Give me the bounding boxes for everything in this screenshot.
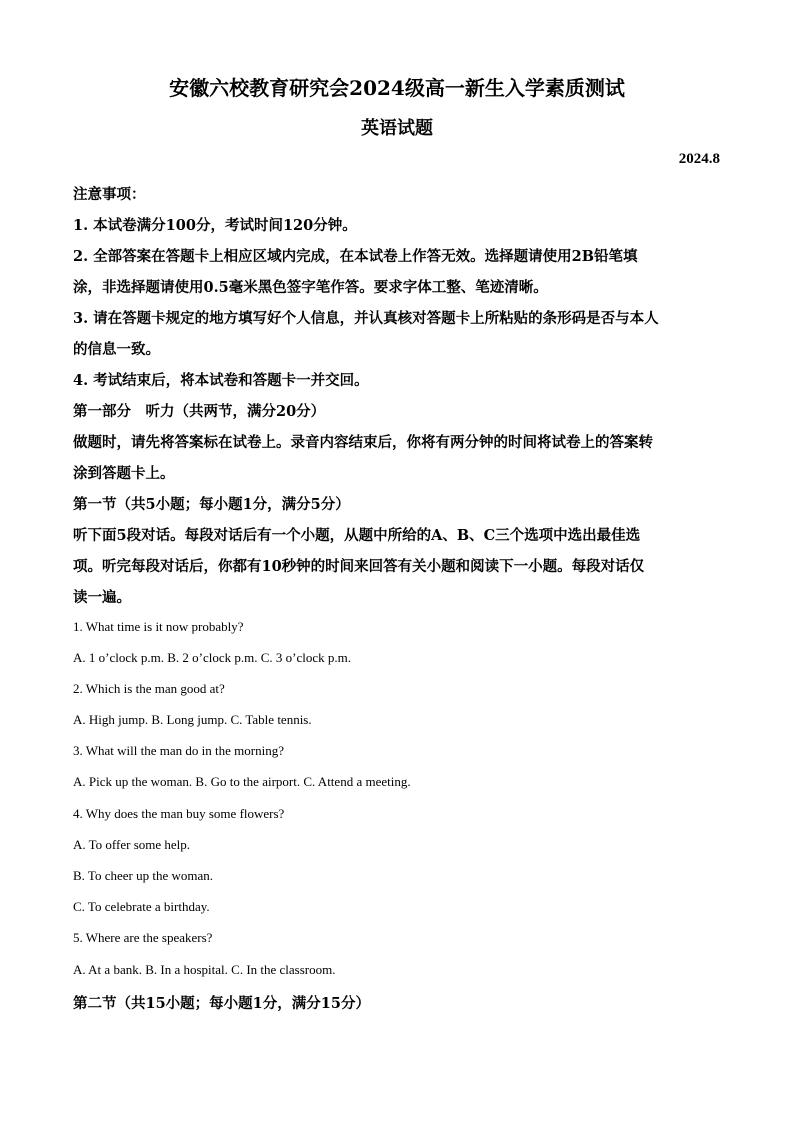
part1-instruction-line-2: 涂到答题卡上。 <box>73 465 175 482</box>
question-4-option-a: A. To offer some help. <box>73 837 191 852</box>
question-5-options: A. At a bank. B. In a hospital. C. In the classroom. <box>73 962 336 977</box>
note-4: 4. 考试结束后，将本试卷和答题卡一并交回。 <box>73 372 369 389</box>
section1-instruction-line-3: 读一遍。 <box>73 589 131 606</box>
exam-date: 2024.8 <box>678 151 720 167</box>
question-3: 3. What will the man do in the morning? <box>73 743 284 758</box>
section1-heading: 第一节（共5小题；每小题1分，满分5分） <box>73 496 350 513</box>
notes-heading: 注意事项： <box>73 186 146 203</box>
section1-instruction-line-2: 项。听完每段对话后，你都有10秒钟的时间来回答有关小题和阅读下一小题。每段对话仅 <box>73 558 645 575</box>
note-2-line-2: 涂，非选择题请使用0.5毫米黑色签字笔作答。要求字体工整、笔迹清晰。 <box>73 279 548 296</box>
note-1: 1. 本试卷满分100分，考试时间120分钟。 <box>73 217 357 234</box>
question-2: 2. Which is the man good at? <box>73 681 225 696</box>
question-5: 5. Where are the speakers? <box>73 930 213 945</box>
question-2-options: A. High jump. B. Long jump. C. Table tennis. <box>73 712 312 727</box>
note-3-line-1: 3. 请在答题卡规定的地方填写好个人信息，并认真核对答题卡上所粘贴的条形码是否与本人 <box>73 310 659 327</box>
part1-heading: 第一部分 听力（共两节，满分20分） <box>73 403 326 420</box>
question-1-options: A. 1 o’clock p.m. B. 2 o’clock p.m. C. 3 o’clock p.m. <box>73 650 352 665</box>
note-3-line-2: 的信息一致。 <box>73 341 160 358</box>
page-title: 安徽六校教育研究会2024级高一新生入学素质测试 <box>169 76 625 100</box>
question-1: 1. What time is it now probably? <box>73 619 244 634</box>
part1-instruction-line-1: 做题时，请先将答案标在试卷上。录音内容结束后，你将有两分钟的时间将试卷上的答案转 <box>73 434 653 451</box>
question-4-option-b: B. To cheer up the woman. <box>73 868 214 883</box>
question-4-option-c: C. To celebrate a birthday. <box>73 899 210 914</box>
question-4: 4. Why does the man buy some flowers? <box>73 806 285 821</box>
page-subtitle: 英语试题 <box>361 118 433 139</box>
section2-heading: 第二节（共15小题；每小题1分，满分15分） <box>73 995 370 1012</box>
note-2-line-1: 2. 全部答案在答题卡上相应区域内完成，在本试卷上作答无效。选择题请使用2B铅笔填 <box>73 248 638 265</box>
section1-instruction-line-1: 听下面5段对话。每段对话后有一个小题，从题中所给的A、B、C三个选项中选出最佳选 <box>73 527 641 544</box>
question-3-options: A. Pick up the woman. B. Go to the airport. C. Attend a meeting. <box>73 774 411 789</box>
